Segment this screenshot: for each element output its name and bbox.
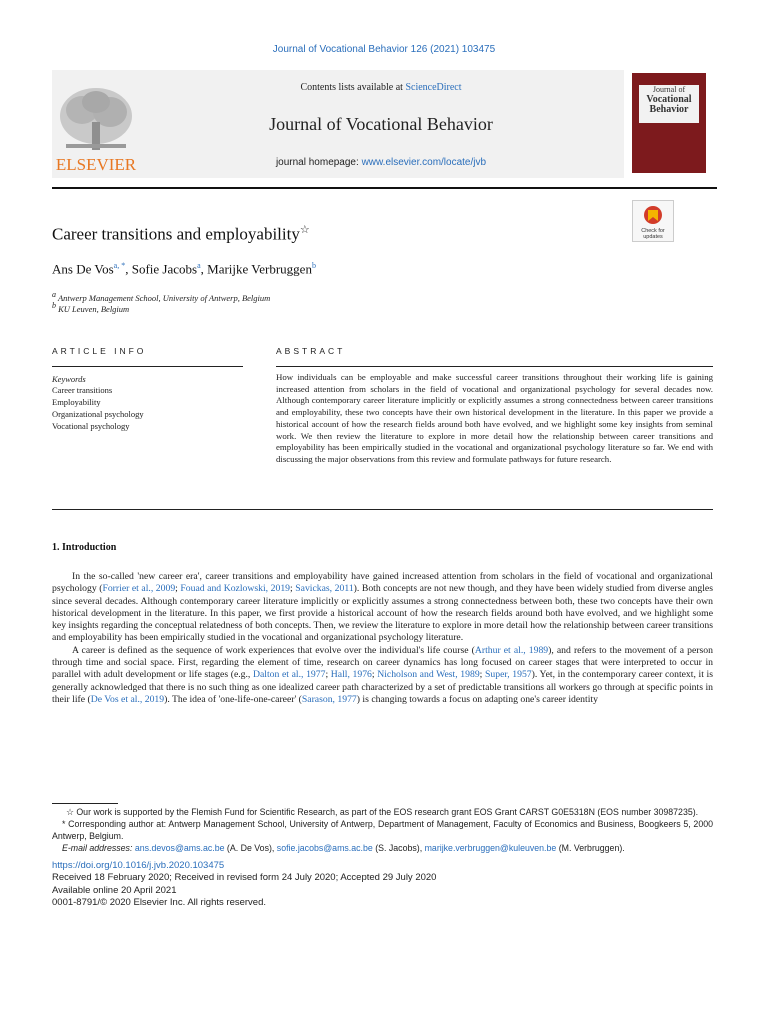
header-divider [52, 187, 717, 189]
doi-link[interactable]: https://doi.org/10.1016/j.jvb.2020.103475 [52, 860, 225, 871]
paragraph [52, 645, 713, 706]
paragraph [52, 571, 713, 645]
publisher-wordmark: ELSEVIER [55, 155, 137, 174]
citation-link[interactable]: Super, 1957 [485, 669, 532, 681]
citation-link[interactable]: Arthur et al., 1989 [474, 644, 549, 656]
footnotes [52, 806, 713, 854]
cover-title-small: Journal of [652, 85, 686, 94]
text-run: ). Both concepts are not new though, and they have been widely studied from diverse angles since several decades. Although contemporary career literature implicitly or explicitly assumes a strong connectedness between both, these two concepts have their own historical development in the literature. In this paper, we first provide a historical account of how the research fields around both have evolved, and we highlight some key insights regarding the conceptual relatedness of both concepts. Then, we review the literature to explore in more detail how the relationship between career transitions and employability has been empirically studied in the vocational and organizational psychology literature. [52, 583, 713, 644]
text-run: ), and refers to the movement of a person through time and social space. First, regarding the element of time, research on career dynamics has long focused on career stages that were interpreted to occur in parallel with adult development or life stages (e.g., [52, 644, 713, 681]
svg-text:Check for: Check for [641, 228, 665, 234]
affiliation [52, 301, 129, 314]
author-name[interactable]: Marijke Verbruggen [207, 261, 312, 277]
homepage-link[interactable]: www.elsevier.com/locate/jvb [361, 157, 487, 168]
text-run: A career is defined as the sequence of work experiences that evolve over the individual's life course ( [72, 644, 475, 656]
text-run: ). Yet, in the contemporary career context, it is generally acknowledged that there is no such thing as one idealized career path characterized by a set of predictable transitions all workers go through at specific points in their life ( [52, 669, 713, 705]
homepage-line [176, 157, 586, 168]
affiliation-sup: b [52, 301, 56, 310]
citation-link[interactable]: Dalton et al., 1977 [253, 669, 326, 681]
title-footnote-mark[interactable]: ☆ [299, 224, 310, 236]
keyword: Vocational psychology [52, 421, 130, 431]
publication-info [52, 860, 436, 909]
section-heading-introduction: 1. Introduction [52, 542, 117, 553]
text-run: ; [479, 669, 485, 681]
author-name[interactable]: Sofie Jacobs [131, 261, 198, 277]
affiliation-text: KU Leuven, Belgium [58, 303, 130, 314]
author-name[interactable]: Ans De Vos [52, 261, 114, 277]
received-dates: Received 18 February 2020; Received in revised form 24 July 2020; Accepted 29 July 2020 [52, 872, 437, 884]
text-run: ) is changing towards a focus on adapting one's career identity [356, 693, 598, 705]
affiliation-sup: a [52, 290, 56, 299]
keyword: Organizational psychology [52, 409, 144, 419]
email-owner: (M. Verbruggen). [556, 843, 625, 853]
intro-paragraph-1 [52, 571, 713, 706]
svg-text:updates: updates [643, 234, 663, 240]
abstract-bottom-rule [52, 509, 713, 510]
cover-title-box [639, 85, 699, 123]
affiliation-text: Antwerp Management School, University of Antwerp, Belgium [57, 292, 271, 303]
available-online: Available online 20 April 2021 [52, 884, 177, 896]
author-list: Ans De Vos$^{a, *}$, Sofie Jacobs$^a$, Marijke Verbruggen$^b$ [52, 261, 316, 277]
cover-title-big: Vocational Behavior [646, 94, 692, 115]
footnote-rule [52, 803, 118, 804]
text-run: ; [371, 669, 378, 681]
email-link[interactable]: sofie.jacobs@ams.ac.be [276, 843, 373, 853]
author-sup[interactable]: a [197, 261, 201, 270]
journal-name: Journal of Vocational Behavior [269, 114, 493, 134]
article-info-heading: ARTICLE INFO [52, 346, 147, 356]
keyword: Career transitions [52, 385, 113, 395]
email-footnote [52, 842, 713, 854]
keywords-label: Keywords [52, 374, 86, 384]
elsevier-logo [52, 82, 140, 174]
text-run: ; [325, 669, 331, 681]
email-link[interactable]: marijke.verbruggen@kuleuven.be [424, 843, 557, 853]
contents-line [176, 82, 586, 93]
sciencedirect-link[interactable]: ScienceDirect [405, 82, 462, 93]
citation-link[interactable]: Sarason, 1977 [301, 693, 357, 705]
keyword: Employability [52, 397, 101, 407]
citation-link[interactable]: Hall, 1976 [330, 669, 372, 681]
article-title [52, 223, 310, 245]
abstract-heading: ABSTRACT [276, 346, 346, 356]
email-owner: (A. De Vos), [224, 843, 277, 853]
elsevier-tree-icon [52, 82, 140, 174]
article-info-rule [52, 366, 243, 367]
author-sup[interactable]: b [311, 261, 316, 270]
citation-link[interactable]: Forrier et al., 2009 [102, 583, 176, 595]
abstract-text: How individuals can be employable and make successful career transitions throughout their working life is gaining increased attention from scholars in the field of vocational and organizational psychology for several decades now. Although contemporary career literature implicitly or explicitly assumes a strong connectedness between career transitions and employability, these two concepts have their own historical development in the literature. In this paper we provide a historical account of how the research fields around both have evolved, and we highlight some key insights from seminal work. We then review the literature to explore in more detail how the relationship between career transitions and employability has been empirically studied in the vocational and organizational psychology literature so far. We end with discussing the major observations from this review and formulate pathways for future research. [276, 372, 713, 464]
corresponding-footnote: * Corresponding author at: Antwerp Management School, University of Antwerp, Department of Management, Faculty of Economics and Business, Boogkeers 5, 2000 Antwerp, Belgium. [52, 819, 713, 841]
citation-link[interactable]: De Vos et al., 2019 [90, 693, 165, 705]
article-title-text: Career transitions and employability [52, 224, 300, 244]
funding-footnote: ☆ Our work is supported by the Flemish Fund for Scientific Research, as part of the EOS research grant EOS Grant CARST G0E5318N (EOS number 30987235). [66, 807, 699, 817]
email-owner: (S. Jacobs), [372, 843, 425, 853]
text-run: ; [290, 583, 296, 595]
contents-prefix: Contents lists available at [300, 82, 406, 93]
citation-link[interactable]: Fouad and Kozlowski, 2019 [180, 583, 291, 595]
journal-citation[interactable]: Journal of Vocational Behavior 126 (2021) 103475 [272, 44, 496, 55]
email-label: E-mail addresses: [62, 843, 135, 853]
text-run: ). The idea of 'one-life-one-career' ( [164, 693, 302, 705]
email-link[interactable]: ans.devos@ams.ac.be [134, 843, 225, 853]
author-sup[interactable]: a, * [113, 261, 126, 270]
citation-link[interactable]: Nicholson and West, 1989 [377, 669, 480, 681]
abstract-rule [276, 366, 713, 367]
text-run: In the so-called 'new career era', career transitions and employability have gained increased attention from scholars in the field of vocational and organizational psychology ( [52, 571, 713, 595]
citation-link[interactable]: Savickas, 2011 [295, 583, 354, 595]
homepage-prefix: journal homepage: [275, 157, 362, 168]
text-run: ; [175, 583, 181, 595]
check-updates-icon [633, 201, 673, 241]
journal-cover-image [632, 73, 706, 173]
copyright-line: 0001-8791/© 2020 Elsevier Inc. All rights reserved. [52, 896, 267, 908]
check-for-updates-button[interactable] [632, 200, 674, 242]
